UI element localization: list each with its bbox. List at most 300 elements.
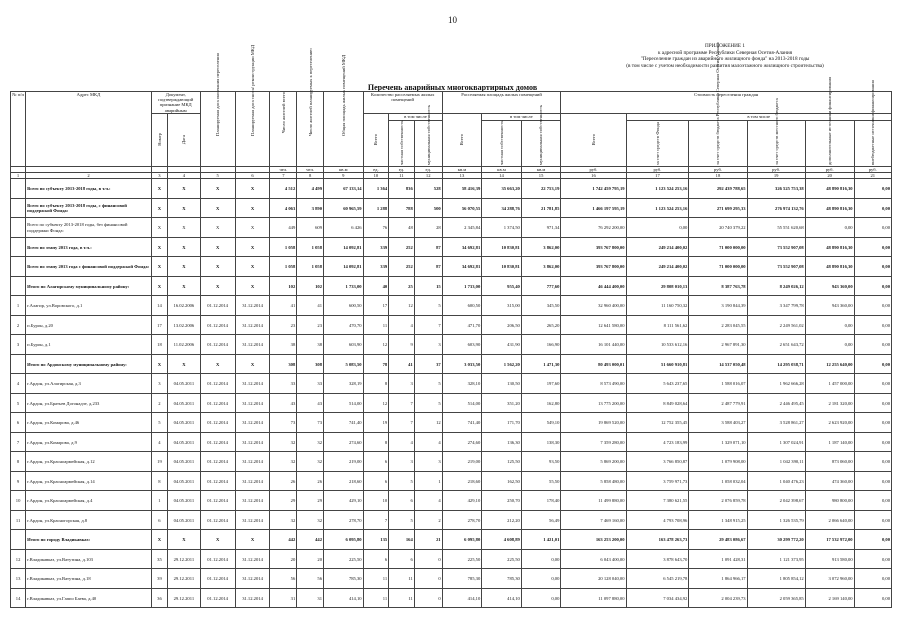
table-cell: X: [151, 237, 167, 257]
table-cell: 04.05.2011: [168, 413, 201, 433]
header-planned-end: [200, 53, 235, 167]
header-doc-date-text: Дата: [181, 134, 187, 144]
document-title: Перечень аварийных многоквартирных домов: [367, 83, 538, 92]
table-cell: 3 862,00: [521, 257, 561, 277]
table-cell: 225,50: [442, 549, 482, 569]
header-doc-date: [168, 113, 201, 166]
table-cell: 31.12.2014: [235, 335, 270, 355]
table-row-total: [11, 257, 892, 277]
table-cell: 16.02.2006: [168, 296, 201, 316]
table-cell: [11, 237, 26, 257]
cell-address: г.Алагир, ул.Воровского, д.1: [26, 296, 152, 316]
header-cost-total: [561, 113, 626, 166]
header-area-total: [442, 113, 482, 166]
table-cell: 4 608,89: [482, 530, 522, 550]
table-cell: 271 699 295,33: [689, 198, 747, 218]
unit-cell: ед.: [414, 167, 442, 173]
table-cell: 04.05.2011: [168, 452, 201, 472]
table-cell: 2 066 640,00: [805, 510, 854, 530]
table-cell: 549,10: [521, 413, 561, 433]
table-cell: 29 483 086,67: [689, 530, 747, 550]
table-cell: 414,10: [482, 588, 522, 608]
table-cell: 04.05.2011: [168, 432, 201, 452]
header-cost-group: Стоимость переселения граждан: [561, 92, 892, 114]
table-cell: 1 042 390,11: [747, 452, 805, 472]
table-cell: 33: [297, 374, 324, 394]
table-cell: 41: [389, 354, 415, 374]
table-row-total: [11, 179, 892, 199]
table-cell: 31: [297, 588, 324, 608]
cell-address: г.Ардон, ул.Комарова, д.46: [26, 413, 152, 433]
table-cell: 10 533 612,16: [626, 335, 689, 355]
cell-address: г.Владикавказ, ул.Ватутина, д.103: [26, 549, 152, 569]
table-cell: 11: [389, 588, 415, 608]
table-cell: 1 058: [297, 237, 324, 257]
cell-address: Всего по субъекту 2013-2018 годы, в т.ч.:: [26, 179, 152, 199]
table-cell: 2 169 140,00: [805, 588, 854, 608]
table-cell: 40: [363, 276, 389, 296]
table-cell: 31.12.2014: [235, 510, 270, 530]
table-cell: X: [200, 276, 235, 296]
header-cost-extra-text: дополнительные источники финансирования: [827, 76, 833, 165]
table-cell: 32: [270, 510, 297, 530]
col-number: 8: [297, 173, 324, 179]
table-cell: 3 588 403,27: [689, 413, 747, 433]
cell-address: Всего по этапу 2013 года, в т.ч.:: [26, 237, 152, 257]
table-cell: 73 552 907,08: [747, 257, 805, 277]
table-cell: X: [200, 218, 235, 238]
table-cell: 25: [389, 276, 415, 296]
table-cell: 17 532 972,00: [805, 530, 854, 550]
cell-address: Итого по Ардонскому муниципальному району:: [26, 354, 152, 374]
cell-address: п.Бурон, д.20: [26, 315, 152, 335]
table-cell: X: [235, 218, 270, 238]
table-cell: 4: [11, 374, 26, 394]
table-cell: 9: [389, 335, 415, 355]
table-cell: 431,90: [482, 335, 522, 355]
table-cell: 1 058: [297, 257, 324, 277]
table-cell: 01.12.2014: [200, 471, 235, 491]
table-cell: 3 878 643,70: [626, 549, 689, 569]
table-cell: 4 793 708,96: [626, 510, 689, 530]
table-cell: 609: [297, 218, 324, 238]
cell-address: г.Ардон, ул.Комарова, д.9: [26, 432, 152, 452]
table-cell: X: [168, 257, 201, 277]
table-cell: 2 059 365,85: [747, 588, 805, 608]
table-cell: 7: [414, 315, 442, 335]
table-row: [11, 374, 892, 394]
table-cell: 7: [389, 413, 415, 433]
table-cell: 219,00: [324, 452, 364, 472]
table-cell: 393 767 800,00: [561, 257, 626, 277]
table-cell: 0,00: [854, 452, 891, 472]
table-cell: 56 070,55: [442, 198, 482, 218]
table-cell: 474 360,00: [805, 471, 854, 491]
table-cell: 0,00: [854, 335, 891, 355]
header-residents-planned-text: Число жителей планируемых к переселению: [307, 48, 313, 136]
header-premises-municipal-text: муниципальная собственность: [425, 104, 431, 165]
table-row: [11, 218, 892, 238]
table-cell: 429,10: [442, 491, 482, 511]
table-cell: 0,00: [854, 432, 891, 452]
table-cell: 71 000 000,00: [689, 257, 747, 277]
table-cell: 01.12.2014: [200, 432, 235, 452]
table-cell: 48 890 816,30: [805, 198, 854, 218]
table-cell: 13.02.2006: [168, 315, 201, 335]
table-cell: 130,50: [482, 374, 522, 394]
table-cell: X: [200, 179, 235, 199]
table-cell: X: [200, 237, 235, 257]
table-cell: X: [168, 218, 201, 238]
table-cell: 17: [151, 315, 167, 335]
table-cell: 31.12.2014: [235, 549, 270, 569]
table-cell: 1 040 476,23: [747, 471, 805, 491]
table-cell: X: [235, 530, 270, 550]
table-cell: 15: [414, 276, 442, 296]
table-cell: 6 545 219,78: [626, 569, 689, 589]
table-cell: 3 347 799,78: [747, 296, 805, 316]
table-cell: 0: [414, 569, 442, 589]
table-cell: 01.12.2014: [200, 569, 235, 589]
table-cell: 10: [11, 491, 26, 511]
table-cell: 0,00: [805, 315, 854, 335]
table-cell: 31.12.2014: [235, 569, 270, 589]
table-cell: 26: [270, 471, 297, 491]
table-cell: 8: [363, 432, 389, 452]
table-cell: 14: [11, 588, 26, 608]
header-cost-rep-text: за счет средств бюджета Республики Северная Осетия-Алания: [715, 42, 721, 165]
table-row-total: [11, 198, 892, 218]
table-cell: 32 960 400,00: [561, 296, 626, 316]
table-cell: 14 295 038,71: [747, 354, 805, 374]
table-cell: [11, 179, 26, 199]
table-cell: 0,00: [854, 569, 891, 589]
table-cell: 56: [297, 569, 324, 589]
table-cell: [11, 218, 26, 238]
table-cell: 339: [363, 257, 389, 277]
header-planned-end-text: Планируемая дата окончания переселения: [215, 53, 221, 136]
table-cell: 470,70: [324, 315, 364, 335]
table-cell: 31.12.2014: [235, 491, 270, 511]
table-cell: 741,40: [324, 413, 364, 433]
table-cell: 29.12.2011: [168, 588, 201, 608]
table-cell: 8 387 763,78: [689, 276, 747, 296]
table-row-total: [11, 354, 892, 374]
table-row: [11, 432, 892, 452]
table-cell: 5: [389, 510, 415, 530]
table-body: [11, 179, 892, 608]
table-cell: 7: [389, 393, 415, 413]
table-cell: 1 091 428,31: [689, 549, 747, 569]
table-cell: 2 249 561,02: [747, 315, 805, 335]
table-row: [11, 452, 892, 472]
table-cell: 1 742 459 795,19: [561, 179, 626, 199]
table-cell: 4 512: [270, 179, 297, 199]
table-cell: 41: [297, 296, 324, 316]
col-number: 13: [442, 173, 482, 179]
table-cell: 3: [151, 374, 167, 394]
table-row: [11, 335, 892, 355]
table-cell: 429,10: [324, 491, 364, 511]
cell-address: Итого по Алагирскому муниципальному району:: [26, 276, 152, 296]
table-cell: 600,50: [442, 296, 482, 316]
col-number: 17: [626, 173, 689, 179]
col-number: 14: [482, 173, 522, 179]
table-cell: 6 095,80: [442, 530, 482, 550]
table-cell: 3 890: [297, 198, 324, 218]
table-cell: 18: [151, 335, 167, 355]
table-cell: 38: [297, 335, 324, 355]
table-cell: 93,50: [521, 452, 561, 472]
table-cell: 442: [297, 530, 324, 550]
table-cell: 0,00: [854, 354, 891, 374]
table-cell: 58 416,39: [442, 179, 482, 199]
table-cell: 87: [414, 257, 442, 277]
cell-address: Всего по субъекту 2013-2018 годы, с финансовой поддержкой Фонда:: [26, 198, 152, 218]
table-cell: 1 058: [270, 257, 297, 277]
table-cell: 0,00: [805, 335, 854, 355]
table-cell: 0,00: [854, 530, 891, 550]
table-cell: 31.12.2014: [235, 588, 270, 608]
table-cell: 12 752 355,45: [626, 413, 689, 433]
table-cell: 12: [389, 296, 415, 316]
table-cell: 166,90: [521, 335, 561, 355]
col-number: 20: [805, 173, 854, 179]
table-row: [11, 569, 892, 589]
table-cell: X: [168, 237, 201, 257]
table-cell: 31.12.2014: [235, 296, 270, 316]
table-row: [11, 588, 892, 608]
header-premises-incl: в том числе: [389, 113, 443, 120]
table-cell: 29.12.2011: [168, 569, 201, 589]
table-cell: 5: [151, 413, 167, 433]
table-cell: 7: [363, 510, 389, 530]
table-cell: 788: [389, 198, 415, 218]
table-cell: 11: [363, 588, 389, 608]
cell-address: г.Ардон, ул.Алагирская, д.3: [26, 374, 152, 394]
table-row: [11, 510, 892, 530]
table-cell: 8 573 490,00: [561, 374, 626, 394]
table-cell: 171,70: [482, 413, 522, 433]
table-cell: 0,00: [854, 315, 891, 335]
table-cell: 250,70: [482, 491, 522, 511]
table-cell: 1 864 966,17: [689, 569, 747, 589]
table-cell: 11 097 880,00: [561, 588, 626, 608]
table-cell: 26: [297, 471, 324, 491]
table-row: [11, 315, 892, 335]
table-cell: 777,60: [521, 276, 561, 296]
table-cell: 01.12.2014: [200, 393, 235, 413]
table-cell: 943 360,00: [805, 276, 854, 296]
header-cost-extra2: [854, 80, 891, 166]
table-cell: 3 528 861,27: [747, 413, 805, 433]
table-cell: 102: [270, 276, 297, 296]
unit-cell: руб.: [805, 167, 854, 173]
table-cell: 600,50: [324, 296, 364, 316]
table-cell: 01.12.2014: [200, 296, 235, 316]
table-cell: [11, 530, 26, 550]
table-cell: 34 692,81: [442, 237, 482, 257]
table-cell: 8: [151, 471, 167, 491]
table-row-total: [11, 530, 892, 550]
appendix-line-1: к адресной программе Республики Северная Осетия-Алания: [657, 49, 793, 56]
table-cell: 31.12.2014: [235, 471, 270, 491]
col-number: 10: [363, 173, 389, 179]
appendix-line-3: (в том числе с учетом необходимости развития малоэтажного жилищного строительства): [626, 62, 824, 69]
table-cell: 2 446 495,45: [747, 393, 805, 413]
header-total-area: [324, 54, 364, 167]
table-cell: 4: [414, 491, 442, 511]
table-cell: 23: [270, 315, 297, 335]
table-cell: 249 214 400,02: [626, 257, 689, 277]
table-cell: 0,00: [854, 218, 891, 238]
table-cell: 6 095,80: [324, 530, 364, 550]
table-cell: 0,00: [854, 198, 891, 218]
table-cell: 04.05.2011: [168, 393, 201, 413]
header-doc-number: [151, 113, 167, 166]
table-cell: 5: [11, 393, 26, 413]
table-cell: 7 359 280,00: [561, 432, 626, 452]
table-cell: 2 651 643,72: [747, 335, 805, 355]
table-cell: 04.05.2011: [168, 374, 201, 394]
table-cell: 5 083,50: [324, 354, 364, 374]
table-cell: 339: [363, 237, 389, 257]
table-cell: 1 374,50: [482, 218, 522, 238]
unit-cell: кв.м: [324, 167, 364, 173]
cell-address: Всего по этапу 2013 года с финансовой поддержкой Фонда:: [26, 257, 152, 277]
table-cell: 278,70: [442, 510, 482, 530]
table-cell: [11, 276, 26, 296]
unit-cell: чел.: [270, 167, 297, 173]
table-cell: 3 862,00: [521, 237, 561, 257]
table-cell: X: [168, 354, 201, 374]
table-cell: 29: [270, 491, 297, 511]
header-premises-total-text: Всего: [373, 133, 379, 145]
table-cell: 31.12.2014: [235, 432, 270, 452]
table-cell: 1 805 854,12: [747, 569, 805, 589]
header-area-private-text: частная собственность: [498, 120, 504, 165]
table-cell: 218,60: [324, 471, 364, 491]
table-cell: 0,00: [854, 257, 891, 277]
table-cell: 500: [414, 198, 442, 218]
table-cell: X: [200, 354, 235, 374]
table-cell: 2 042 398,67: [747, 491, 805, 511]
cell-address: г.Ардон, ул.Красноармейская, д.12: [26, 452, 152, 472]
table-cell: 01.12.2014: [200, 491, 235, 511]
table-cell: 351,20: [482, 393, 522, 413]
table-cell: 514,00: [442, 393, 482, 413]
table-cell: 80 493 000,01: [561, 354, 626, 374]
table-cell: 6 426: [324, 218, 364, 238]
table-cell: 2 283 045,55: [689, 315, 747, 335]
table-cell: [11, 198, 26, 218]
page-number: 10: [448, 15, 457, 25]
table-cell: 163 253 200,00: [561, 530, 626, 550]
appendix-line-2: "Переселение граждан из аварийного жилищного фонда" на 2013-2018 годы: [640, 56, 810, 62]
table-cell: 0: [414, 549, 442, 569]
table-cell: 73 552 907,08: [747, 237, 805, 257]
table-cell: 34 288,76: [482, 198, 522, 218]
table-cell: X: [235, 354, 270, 374]
unit-cell: ед.: [363, 167, 389, 173]
cell-address: п.Бурон, д.1: [26, 335, 152, 355]
table-cell: 4 723 183,99: [626, 432, 689, 452]
table-cell: 225,50: [482, 549, 522, 569]
table-cell: 20 740 379,22: [689, 218, 747, 238]
table-cell: 1 457 000,00: [805, 374, 854, 394]
table-cell: 252: [389, 237, 415, 257]
table-cell: 55,50: [521, 471, 561, 491]
table-cell: 1 058 032,04: [689, 471, 747, 491]
col-number: 21: [854, 173, 891, 179]
table-cell: 2 076 859,78: [689, 491, 747, 511]
table-cell: 1 733,00: [442, 276, 482, 296]
table-cell: 55 551 620,68: [747, 218, 805, 238]
table-cell: 3 759 971,73: [626, 471, 689, 491]
table-cell: 20: [270, 549, 297, 569]
table-cell: 308: [297, 354, 324, 374]
table-cell: 5 643 237,65: [626, 374, 689, 394]
cell-address: Всего по субъекту 2013-2018 годы, без финансовой поддержки Фонда:: [26, 218, 152, 238]
table-cell: 23: [297, 315, 324, 335]
table-cell: 8: [11, 452, 26, 472]
table-cell: 4 499: [297, 179, 324, 199]
table-cell: 35: [151, 549, 167, 569]
cell-address: г.Ардон, ул.Братьев Догонадзе, д.233: [26, 393, 152, 413]
cell-address: г.Ардон, ул.Красноармейская, д.4: [26, 491, 152, 511]
col-number: 12: [414, 173, 442, 179]
table-cell: 4: [414, 432, 442, 452]
table-cell: 514,00: [324, 393, 364, 413]
cell-address: г.Владикавказ, ул.Гаппо Баева, д.40: [26, 588, 152, 608]
table-cell: 6: [363, 452, 389, 472]
table-cell: 11 499 880,00: [561, 491, 626, 511]
table-cell: X: [151, 257, 167, 277]
table-cell: 1 348 915,25: [689, 510, 747, 530]
table-cell: 955,40: [482, 276, 522, 296]
table-cell: X: [151, 218, 167, 238]
table-cell: 01.12.2014: [200, 510, 235, 530]
table-cell: 218,60: [442, 471, 482, 491]
table-cell: 11 160 750,32: [626, 296, 689, 316]
col-number: 9: [324, 173, 364, 179]
unit-cell: ед.: [389, 167, 415, 173]
table-cell: 14 092,81: [324, 257, 364, 277]
cell-address: Итого по городу Владикавказ:: [26, 530, 152, 550]
table-cell: 0,00: [854, 237, 891, 257]
table-cell: 04.05.2011: [168, 510, 201, 530]
table-cell: 1 121 373,95: [747, 549, 805, 569]
col-number: 7: [270, 173, 297, 179]
table-cell: 01.12.2014: [200, 588, 235, 608]
col-number: 18: [689, 173, 747, 179]
table-cell: 276 974 132,76: [747, 198, 805, 218]
table-cell: 1 329 071,10: [689, 432, 747, 452]
table-cell: 11: [389, 569, 415, 589]
table-cell: 1 588 016,07: [689, 374, 747, 394]
table-cell: 34 692,81: [442, 257, 482, 277]
table-row: [11, 471, 892, 491]
col-number: 1: [11, 173, 26, 179]
table-cell: 0,00: [854, 471, 891, 491]
table-cell: 4: [389, 432, 415, 452]
table-cell: 4: [389, 315, 415, 335]
table-cell: 73: [270, 413, 297, 433]
header-residents: [270, 92, 297, 167]
table-cell: 1: [414, 471, 442, 491]
table-cell: 393 767 800,00: [561, 237, 626, 257]
table-cell: 10: [363, 491, 389, 511]
